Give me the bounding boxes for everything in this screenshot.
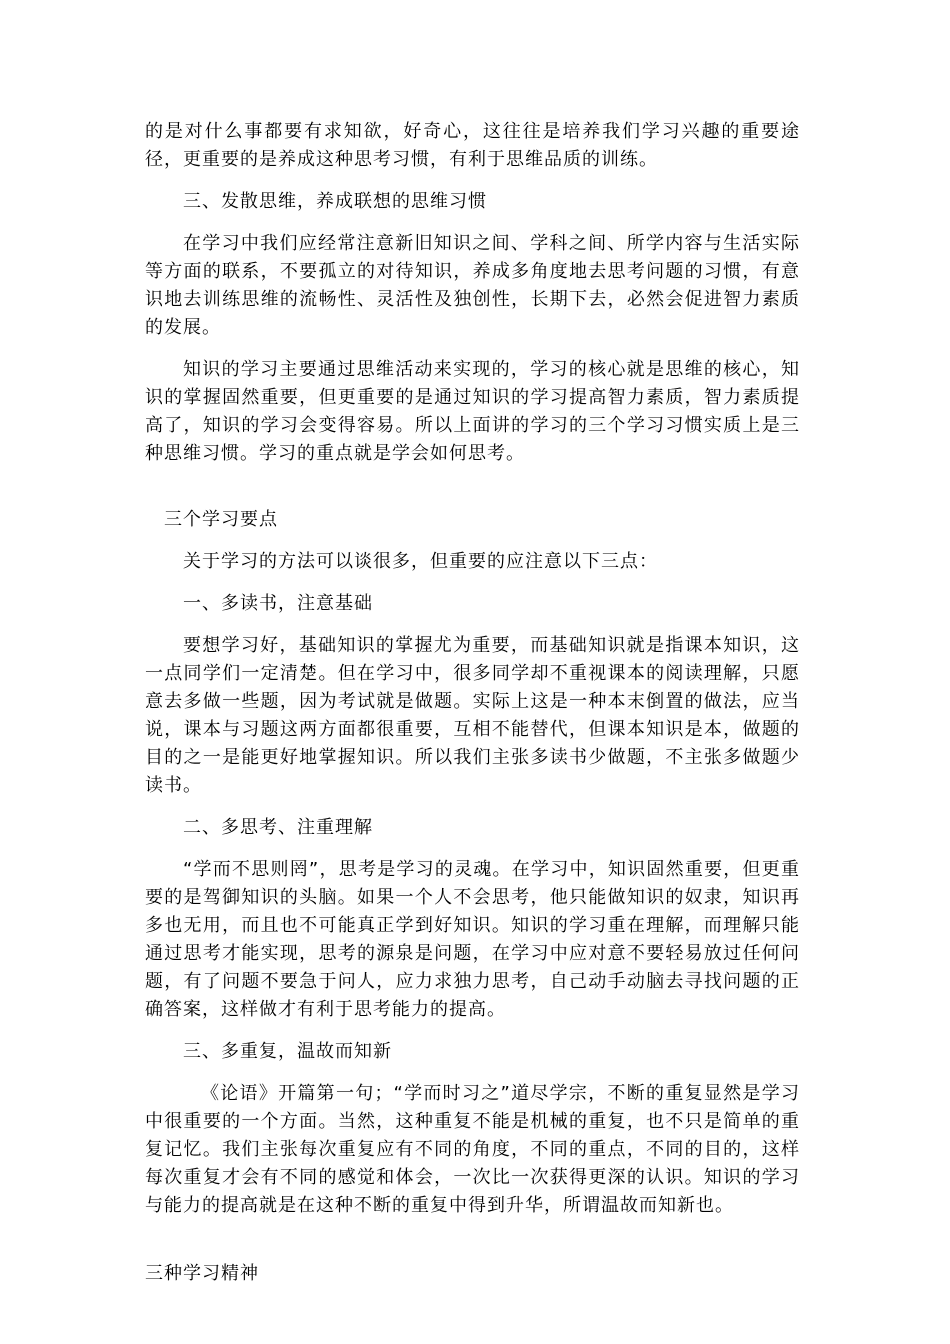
heading-repeat-more: 三、多重复，温故而知新 bbox=[183, 1041, 392, 1062]
section-title-learning-spirit: 三种学习精神 bbox=[145, 1263, 259, 1284]
paragraph-repeat-more: 《论语》开篇第一句；“学而时习之”道尽学宗，不断的重复显然是学习中很重要的一个方面。当然，这种重复不能是机械的重复，也不只是简单的重复记忆。我们主张每次重复应有不同的角度，不同的重点，不同的目的，这样每次重复才会有不同的感觉和体会，一次比一次获得更深的认识。知识的学习与能力的提高就是在这种不断的重复中得到升华，所谓温故而知新也。 bbox=[145, 1083, 800, 1216]
section-title-key-points: 三个学习要点 bbox=[164, 509, 278, 530]
heading-think-more: 二、多思考、注重理解 bbox=[183, 817, 373, 838]
heading-divergent-thinking: 三、发散思维，养成联想的思维习惯 bbox=[183, 191, 487, 212]
paragraph-connections: 在学习中我们应经常注意新旧知识之间、学科之间、所学内容与生活实际等方面的联系，不要孤立的对待知识，养成多角度地去思考问题的习惯，有意识地去训练思维的流畅性、灵活性及独创性，长期下去，必然会促进智力素质的发展。 bbox=[145, 233, 800, 338]
paragraph-think-more: “学而不思则罔”，思考是学习的灵魂。在学习中，知识固然重要，但更重要的是驾御知识的头脑。如果一个人不会思考，他只能做知识的奴隶，知识再多也无用，而且也不可能真正学到好知识。知识的学习重在理解，而理解只能通过思考才能实现，思考的源泉是问题，在学习中应对意不要轻易放过任何问题，有了问题不要急于问人，应力求独力思考，自己动手动脑去寻找问题的正确答案，这样做才有利于思考能力的提高。 bbox=[145, 859, 800, 1020]
paragraph-curiosity: 的是对什么事都要有求知欲，好奇心，这往往是培养我们学习兴趣的重要途径，更重要的是养成这种思考习惯，有利于思维品质的训练。 bbox=[145, 121, 800, 170]
paragraph-thinking-core: 知识的学习主要通过思维活动来实现的，学习的核心就是思维的核心，知识的掌握固然重要，但更重要的是通过知识的学习提高智力素质，智力素质提高了，知识的学习会变得容易。所以上面讲的学习的三个学习习惯实质上是三种思维习惯。学习的重点就是学会如何思考。 bbox=[145, 359, 800, 464]
paragraph-intro: 关于学习的方法可以谈很多，但重要的应注意以下三点： bbox=[183, 551, 658, 572]
heading-read-more: 一、多读书，注意基础 bbox=[183, 593, 373, 614]
paragraph-read-more: 要想学习好，基础知识的掌握尤为重要，而基础知识就是指课本知识，这一点同学们一定清楚。但在学习中，很多同学却不重视课本的阅读理解，只愿意去多做一些题，因为考试就是做题。实际上这是一种本末倒置的做法，应当说，课本与习题这两方面都很重要，互相不能替代，但课本知识是本，做题的目的之一是能更好地掌握知识。所以我们主张多读书少做题，不主张多做题少读书。 bbox=[145, 635, 800, 796]
